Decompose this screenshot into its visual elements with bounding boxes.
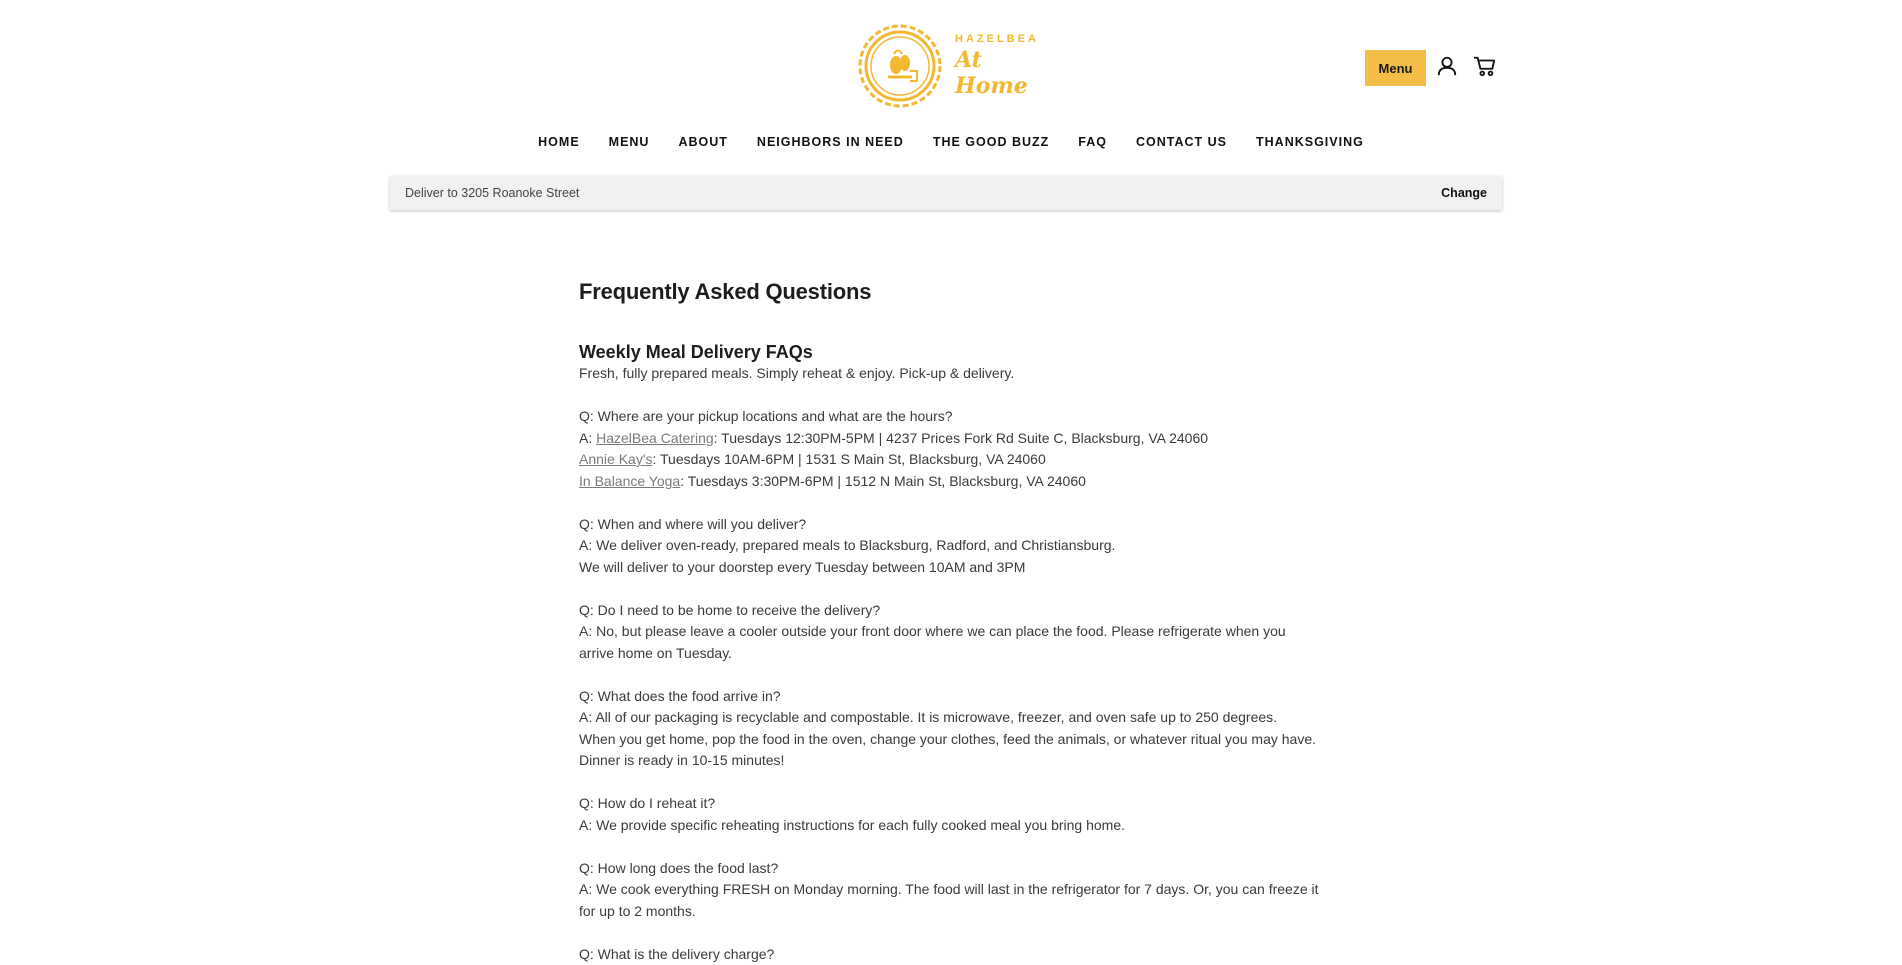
logo-bottom-text: At Home bbox=[955, 47, 1040, 99]
change-address-button[interactable]: Change bbox=[1441, 186, 1487, 200]
delivery-address-bar bbox=[390, 176, 1502, 210]
answer-prefix: A: bbox=[579, 430, 596, 446]
nav-thanksgiving[interactable]: THANKSGIVING bbox=[1242, 135, 1379, 149]
answer-line: A: No, but please leave a cooler outside your front door where we can place the food. Please refrigerate when you bbox=[579, 621, 1319, 643]
nav-about[interactable]: ABOUT bbox=[664, 135, 742, 149]
question-packaging: Q: What does the food arrive in? bbox=[579, 686, 1319, 708]
main-nav bbox=[0, 135, 1902, 149]
link-hazelbea-catering[interactable]: HazelBea Catering bbox=[596, 430, 714, 446]
delivery-address-text: Deliver to 3205 Roanoke Street bbox=[405, 186, 579, 200]
nav-home[interactable]: HOME bbox=[524, 135, 595, 149]
account-button[interactable] bbox=[1433, 52, 1461, 80]
answer-line: A: We provide specific reheating instructions for each fully cooked meal you bring home. bbox=[579, 815, 1319, 837]
answer-line: A: We cook everything FRESH on Monday morning. The food will last in the refrigerator for 7 days. Or, you can freeze it bbox=[579, 879, 1319, 901]
faq-content bbox=[579, 270, 1319, 965]
nav-the-good-buzz[interactable]: THE GOOD BUZZ bbox=[918, 135, 1063, 149]
question-pickup: Q: Where are your pickup locations and what are the hours? bbox=[579, 406, 1319, 428]
location-detail: : Tuesdays 3:30PM-6PM | 1512 N Main St, Blacksburg, VA 24060 bbox=[680, 473, 1086, 489]
nav-menu[interactable]: MENU bbox=[594, 135, 664, 149]
answer-line: Dinner is ready in 10-15 minutes! bbox=[579, 750, 1319, 772]
page-title: Frequently Asked Questions bbox=[579, 279, 1319, 305]
user-icon bbox=[1436, 55, 1458, 77]
answer-pickup-line bbox=[579, 428, 1319, 450]
site-header bbox=[0, 0, 1902, 125]
menu-button[interactable]: Menu bbox=[1365, 50, 1426, 86]
cart-button[interactable] bbox=[1471, 52, 1499, 80]
site-logo[interactable] bbox=[855, 20, 1040, 112]
question-delivery: Q: When and where will you deliver? bbox=[579, 514, 1319, 536]
logo-badge-icon bbox=[855, 21, 945, 111]
question-reheat: Q: How do I reheat it? bbox=[579, 793, 1319, 815]
answer-line: A: We deliver oven-ready, prepared meals to Blacksburg, Radford, and Christiansburg. bbox=[579, 535, 1319, 557]
logo-text bbox=[955, 33, 1040, 99]
nav-contact-us[interactable]: CONTACT US bbox=[1121, 135, 1241, 149]
answer-line: When you get home, pop the food in the oven, change your clothes, feed the animals, or whatever ritual you may have. bbox=[579, 729, 1319, 751]
answer-line: A: All of our packaging is recyclable and compostable. It is microwave, freezer, and oven safe up to 250 degrees. bbox=[579, 707, 1319, 729]
nav-faq[interactable]: FAQ bbox=[1064, 135, 1122, 149]
question-shelf-life: Q: How long does the food last? bbox=[579, 858, 1319, 880]
answer-pickup-line bbox=[579, 449, 1319, 471]
question-home: Q: Do I need to be home to receive the delivery? bbox=[579, 600, 1319, 622]
section-intro: Fresh, fully prepared meals. Simply reheat & enjoy. Pick-up & delivery. bbox=[579, 363, 1319, 385]
location-detail: : Tuesdays 10AM-6PM | 1531 S Main St, Blacksburg, VA 24060 bbox=[653, 451, 1046, 467]
answer-line: We will deliver to your doorstep every Tuesday between 10AM and 3PM bbox=[579, 557, 1319, 579]
nav-neighbors-in-need[interactable]: NEIGHBORS IN NEED bbox=[742, 135, 918, 149]
location-detail: : Tuesdays 12:30PM-5PM | 4237 Prices Fork Rd Suite C, Blacksburg, VA 24060 bbox=[714, 430, 1208, 446]
question-delivery-charge: Q: What is the delivery charge? bbox=[579, 944, 1319, 965]
logo-top-text: HAZELBEA bbox=[955, 33, 1040, 45]
section-title: Weekly Meal Delivery FAQs bbox=[579, 342, 1319, 363]
answer-pickup-line bbox=[579, 471, 1319, 493]
link-annie-kays[interactable]: Annie Kay's bbox=[579, 451, 653, 467]
cart-icon bbox=[1473, 55, 1497, 77]
answer-line: arrive home on Tuesday. bbox=[579, 643, 1319, 665]
answer-line: for up to 2 months. bbox=[579, 901, 1319, 923]
link-in-balance-yoga[interactable]: In Balance Yoga bbox=[579, 473, 680, 489]
